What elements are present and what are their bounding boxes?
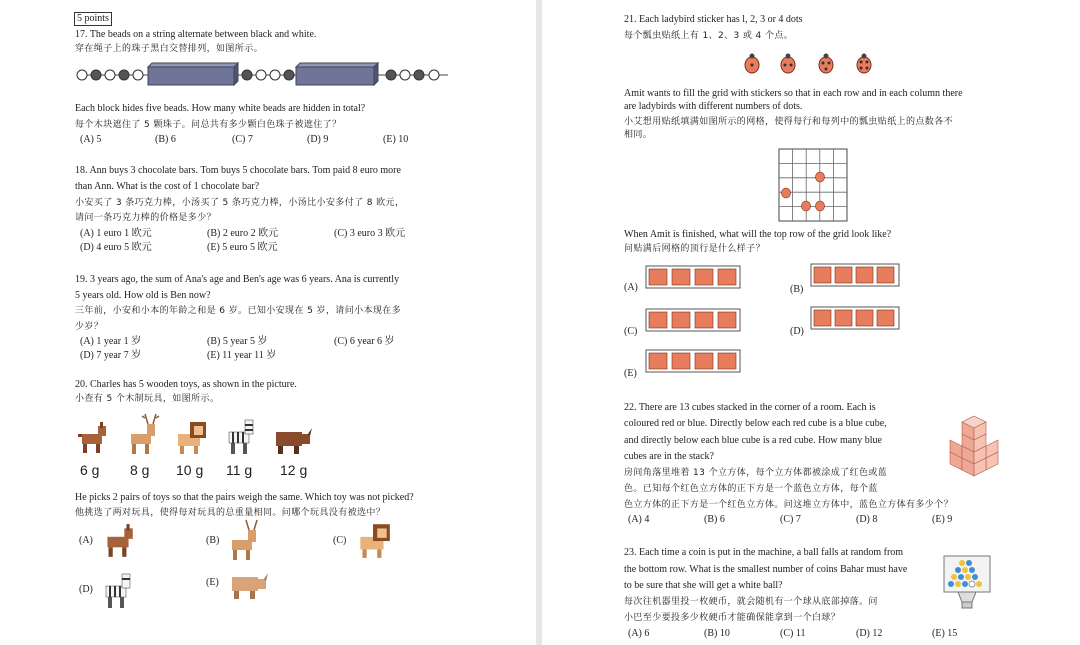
q23-text-en-1: 23. Each time a coin is put in the machine, a ball falls at random from xyxy=(624,547,904,558)
bead-black xyxy=(91,70,101,80)
bead-white xyxy=(270,70,280,80)
q22-option-c[interactable]: (C) 7 xyxy=(780,514,801,525)
q21-option-d[interactable]: (D) xyxy=(790,326,804,337)
q23-option-a[interactable]: (A) 6 xyxy=(628,628,650,639)
bead-black xyxy=(242,70,252,80)
q20-option-e[interactable]: (E) xyxy=(206,577,219,588)
q22-option-a[interactable]: (A) 4 xyxy=(628,514,650,525)
q22-text-zh-1: 房间角落里堆着 13 个立方体，每个立方体都被涂成了红色或蓝 xyxy=(624,468,888,478)
toy-lion-icon xyxy=(172,418,208,456)
bead-white xyxy=(77,70,87,80)
option-lion-icon[interactable] xyxy=(353,520,393,560)
bead-black xyxy=(284,70,294,80)
bead-string-figure xyxy=(74,62,454,88)
q19-text-en-1: 19. 3 years ago, the sum of Ana's age and Ben's age was 6 years. Ana is currently xyxy=(75,274,400,285)
cube-stack-figure xyxy=(946,414,1002,482)
q20-option-a[interactable]: (A) xyxy=(79,535,93,546)
q17-option-d[interactable]: (D) 9 xyxy=(307,134,329,145)
option-rhino-icon[interactable] xyxy=(226,566,270,602)
bead-white xyxy=(429,70,439,80)
q17-question-en: Each block hides five beads. How many white beads are hidden in total? xyxy=(75,103,366,114)
hiding-block xyxy=(296,63,378,85)
q23-text-zh-1: 每次往机器里投一枚硬币，就会随机有一个球从底部掉落。问 xyxy=(624,597,878,607)
right-page xyxy=(542,0,1080,645)
bead-white xyxy=(105,70,115,80)
bead-black xyxy=(119,70,129,80)
ladybird-3-dot-icon xyxy=(819,54,833,74)
q20-question-en: He picks 2 pairs of toys so that the pairs weigh the same. Which toy was not picked? xyxy=(75,492,414,503)
q21-text-zh: 每个瓢虫贴纸上有 1、2、3 或 4 个点。 xyxy=(624,31,794,41)
q18-option-b[interactable]: (B) 2 euro 2 欧元 xyxy=(207,228,279,239)
q18-text-en-1: 18. Ann buys 3 chocolate bars. Tom buys 5 chocolate bars. Tom paid 8 euro more xyxy=(75,165,401,176)
q21-option-a-row[interactable] xyxy=(645,265,741,289)
q17-option-c[interactable]: (C) 7 xyxy=(232,134,253,145)
toy-zebra-icon xyxy=(223,416,259,456)
q21-option-b-row[interactable] xyxy=(810,263,900,287)
q22-option-e[interactable]: (E) 9 xyxy=(932,514,953,525)
q21-option-e-row[interactable] xyxy=(645,349,741,373)
q21-question-en: When Amit is finished, what will the top row of the grid look like? xyxy=(624,229,892,240)
q21-option-c-row[interactable] xyxy=(645,308,741,332)
toy-weight-11g: 11 g xyxy=(226,462,253,478)
q23-text-zh-2: 小巴至少要投多少枚硬币才能确保能拿到一个白球？ xyxy=(624,613,841,623)
ladybird-stickers-figure xyxy=(742,52,882,76)
ladybird-4-dot-icon xyxy=(857,54,871,74)
bead-black xyxy=(386,70,396,80)
q19-option-d[interactable]: (D) 7 year 7 岁 xyxy=(80,350,142,361)
toy-weight-8g: 8 g xyxy=(130,462,150,478)
points-header: 5 points xyxy=(74,12,112,26)
q21-option-e[interactable]: (E) xyxy=(624,368,637,379)
q22-option-b[interactable]: (B) 6 xyxy=(704,514,725,525)
ladybird-1-dot-icon xyxy=(745,54,759,74)
q20-text-en: 20. Charles has 5 wooden toys, as shown in the picture. xyxy=(75,379,297,390)
q23-option-e[interactable]: (E) 15 xyxy=(932,628,958,639)
q21-option-a[interactable]: (A) xyxy=(624,282,638,293)
hiding-block xyxy=(148,63,238,85)
bead-white xyxy=(256,70,266,80)
q19-text-zh-2: 少岁？ xyxy=(75,322,104,332)
bead-black xyxy=(414,70,424,80)
q20-question-zh: 他挑选了两对玩具，使得每对玩具的总重量相同。问哪个玩具没有被选中？ xyxy=(75,508,386,518)
option-deer-icon[interactable] xyxy=(224,518,262,562)
toy-weight-12g: 12 g xyxy=(280,462,308,478)
q22-text-en-4: cubes are in the stack? xyxy=(624,451,714,462)
q19-option-a[interactable]: (A) 1 year 1 岁 xyxy=(80,336,142,347)
q19-option-c[interactable]: (C) 6 year 6 岁 xyxy=(334,336,395,347)
option-donkey-icon[interactable] xyxy=(98,522,138,560)
q17-option-a[interactable]: (A) 5 xyxy=(80,134,102,145)
q22-option-d[interactable]: (D) 8 xyxy=(856,514,878,525)
q21-option-d-row[interactable] xyxy=(810,306,900,330)
q20-option-d[interactable]: (D) xyxy=(79,584,93,595)
q23-option-b[interactable]: (B) 10 xyxy=(704,628,730,639)
q18-option-d[interactable]: (D) 4 euro 5 欧元 xyxy=(80,242,152,253)
q19-option-e[interactable]: (E) 11 year 11 岁 xyxy=(207,350,277,361)
toy-rhino-icon xyxy=(270,422,314,456)
q17-text-en: 17. The beads on a string alternate between black and white. xyxy=(75,29,317,40)
q22-text-zh-3: 色立方体的正下方是一个红色立方体。问这堆立方体中，蓝色立方体有多少个？ xyxy=(624,500,954,510)
q20-option-b[interactable]: (B) xyxy=(206,535,220,546)
q18-option-e[interactable]: (E) 5 euro 5 欧元 xyxy=(207,242,278,253)
q21-text-en-2: Amit wants to fill the grid with stickers so that in each row and in each column there xyxy=(624,88,963,99)
q17-option-e[interactable]: (E) 10 xyxy=(383,134,409,145)
q22-text-en-3: and directly below each blue cube is a red cube. How many blue xyxy=(624,435,882,446)
q19-text-zh-1: 三年前，小安和小本的年龄之和是 6 岁。已知小安现在 5 岁，请问小本现在多 xyxy=(75,306,402,316)
q21-question-zh: 问贴满后网格的顶行是什么样子？ xyxy=(624,244,766,254)
q22-text-en-2: coloured red or blue. Directly below each red cube is a blue cube, xyxy=(624,418,887,429)
ball-machine-figure xyxy=(942,554,992,610)
q22-text-zh-2: 色。已知每个红色立方体的正下方是一个蓝色立方体，每个蓝 xyxy=(624,484,878,494)
q21-option-b[interactable]: (B) xyxy=(790,284,804,295)
toy-weight-6g: 6 g xyxy=(80,462,100,478)
q18-text-en-2: than Ann. What is the cost of 1 chocolate bar? xyxy=(75,181,260,192)
toy-donkey-icon xyxy=(74,420,110,456)
q18-option-c[interactable]: (C) 3 euro 3 欧元 xyxy=(334,228,406,239)
q20-text-zh: 小查有 5 个木制玩具，如图所示。 xyxy=(75,394,220,404)
q23-option-d[interactable]: (D) 12 xyxy=(856,628,883,639)
q21-option-c[interactable]: (C) xyxy=(624,326,638,337)
q20-option-c[interactable]: (C) xyxy=(333,535,347,546)
q18-option-a[interactable]: (A) 1 euro 1 欧元 xyxy=(80,228,152,239)
toy-weight-10g: 10 g xyxy=(176,462,204,478)
q18-text-zh-2: 请问一条巧克力棒的价格是多少？ xyxy=(75,213,217,223)
q19-option-b[interactable]: (B) 5 year 5 岁 xyxy=(207,336,268,347)
q21-text-en-3: are ladybirds with different numbers of dots. xyxy=(624,101,803,112)
q17-text-zh: 穿在绳子上的珠子黑白交替排列，如图所示。 xyxy=(75,44,264,54)
q23-option-c[interactable]: (C) 11 xyxy=(780,628,806,639)
ladybird-grid-figure xyxy=(778,148,848,222)
q18-text-zh-1: 小安买了 3 条巧克力棒，小汤买了 5 条巧克力棒，小汤比小安多付了 8 欧元， xyxy=(75,198,405,208)
q22-text-en-1: 22. There are 13 cubes stacked in the corner of a room. Each is xyxy=(624,402,876,413)
q21-text-en: 21. Each ladybird sticker has l, 2, 3 or 4 dots xyxy=(624,14,803,25)
toy-deer-icon xyxy=(123,412,161,456)
option-zebra-icon[interactable] xyxy=(100,568,136,612)
ladybird-2-dot-icon xyxy=(781,54,795,74)
q17-option-b[interactable]: (B) 6 xyxy=(155,134,176,145)
left-page xyxy=(0,0,536,645)
q21-text-zh-3: 相同。 xyxy=(624,130,653,140)
bead-white xyxy=(400,70,410,80)
q17-question-zh: 每个木块遮住了 5 颗珠子。问总共有多少颗白色珠子被遮住了？ xyxy=(75,120,342,130)
q19-text-en-2: 5 years old. How old is Ben now? xyxy=(75,290,211,301)
q21-text-zh-2: 小艾想用贴纸填满如图所示的网格，使得每行和每列中的瓢虫贴纸上的点数各不 xyxy=(624,117,954,127)
q23-text-en-3: to be sure that she will get a white ball? xyxy=(624,580,783,591)
q23-text-en-2: the bottom row. What is the smallest number of coins Bahar must have xyxy=(624,564,908,575)
bead-white xyxy=(133,70,143,80)
